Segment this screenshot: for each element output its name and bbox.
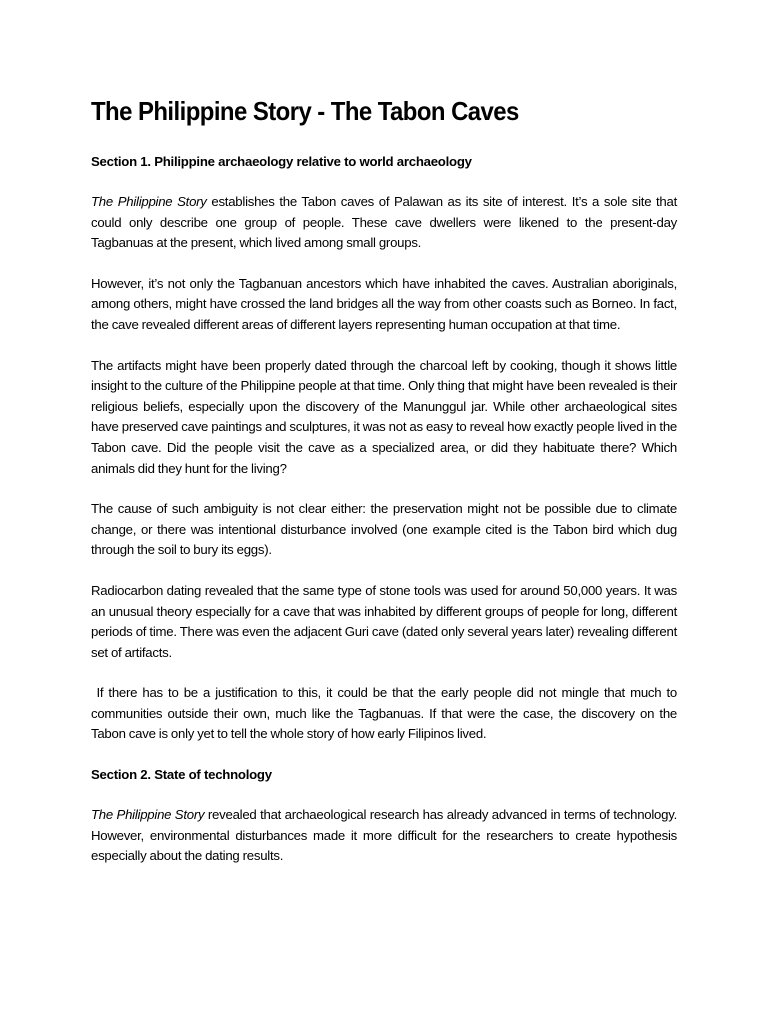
document-title: The Philippine Story - The Tabon Caves	[91, 96, 519, 126]
paragraph	[91, 356, 677, 480]
italic-book-title: The Philippine Story	[91, 194, 207, 209]
paragraph-text: The artifacts might have been properly dated through the charcoal left by cooking, though it shows little insight to the culture of the Philippine people at that time. Only thing that might have been revealed is their religious beliefs, especially upon the discovery of the Manunggul jar. While other archaeological sites have preserved cave paintings and sculptures, it was not as easy to reveal how exactly people lived in the Tabon cave. Did the people visit the cave as a specialized area, or did they habituate there? Which animals did they hunt for the living?	[91, 357, 677, 476]
paragraph-text: The cause of such ambiguity is not clear either: the preservation might not be possible due to climate change, or there was intentional disturbance involved (one example cited is the Tabon bird which dug through the soil to bury its eggs).	[91, 501, 677, 558]
paragraph	[91, 192, 677, 254]
section-2-heading: Section 2. State of technology	[91, 767, 272, 783]
paragraph	[91, 274, 677, 336]
paragraph	[91, 683, 681, 745]
paragraph-text: revealed that archaeological research has already advanced in terms of technology. However, environmental disturbances made it more difficult for the researchers to create hypothesis especially about the dating results.	[91, 807, 677, 864]
paragraph-text: If there has to be a justification to this, it could be that the early people did not mingle that much to communities outside their own, much like the Tagbanuas. If that were the case, the discovery on the Tabon cave is only yet to tell the whole story of how early Filipinos lived.	[91, 685, 681, 742]
section-1-heading: Section 1. Philippine archaeology relative to world archaeology	[91, 154, 472, 169]
paragraph	[91, 581, 677, 663]
paragraph-text: Radiocarbon dating revealed that the same type of stone tools was used for around 50,000 years. It was an unusual theory especially for a cave that was inhabited by different groups of people for long, different periods of time. There was even the adjacent Guri cave (dated only several years later) revealing different set of artifacts.	[91, 582, 677, 660]
paragraph-text: However, it’s not only the Tagbanuan ancestors which have inhabited the caves. Australian aboriginals, among others, might have crossed the land bridges all the way from other coasts such as Borneo. In fact, the cave revealed different areas of different layers representing human occupation at that time.	[91, 275, 677, 332]
italic-book-title: The Philippine Story	[91, 807, 205, 823]
paragraph	[91, 805, 677, 867]
paragraph	[91, 499, 677, 561]
paragraph-text: establishes the Tabon caves of Palawan as its site of interest. It’s a sole site that could only describe one group of people. These cave dwellers were likened to the present-day Tagbanuas at the present, which lived among small groups.	[91, 194, 678, 251]
